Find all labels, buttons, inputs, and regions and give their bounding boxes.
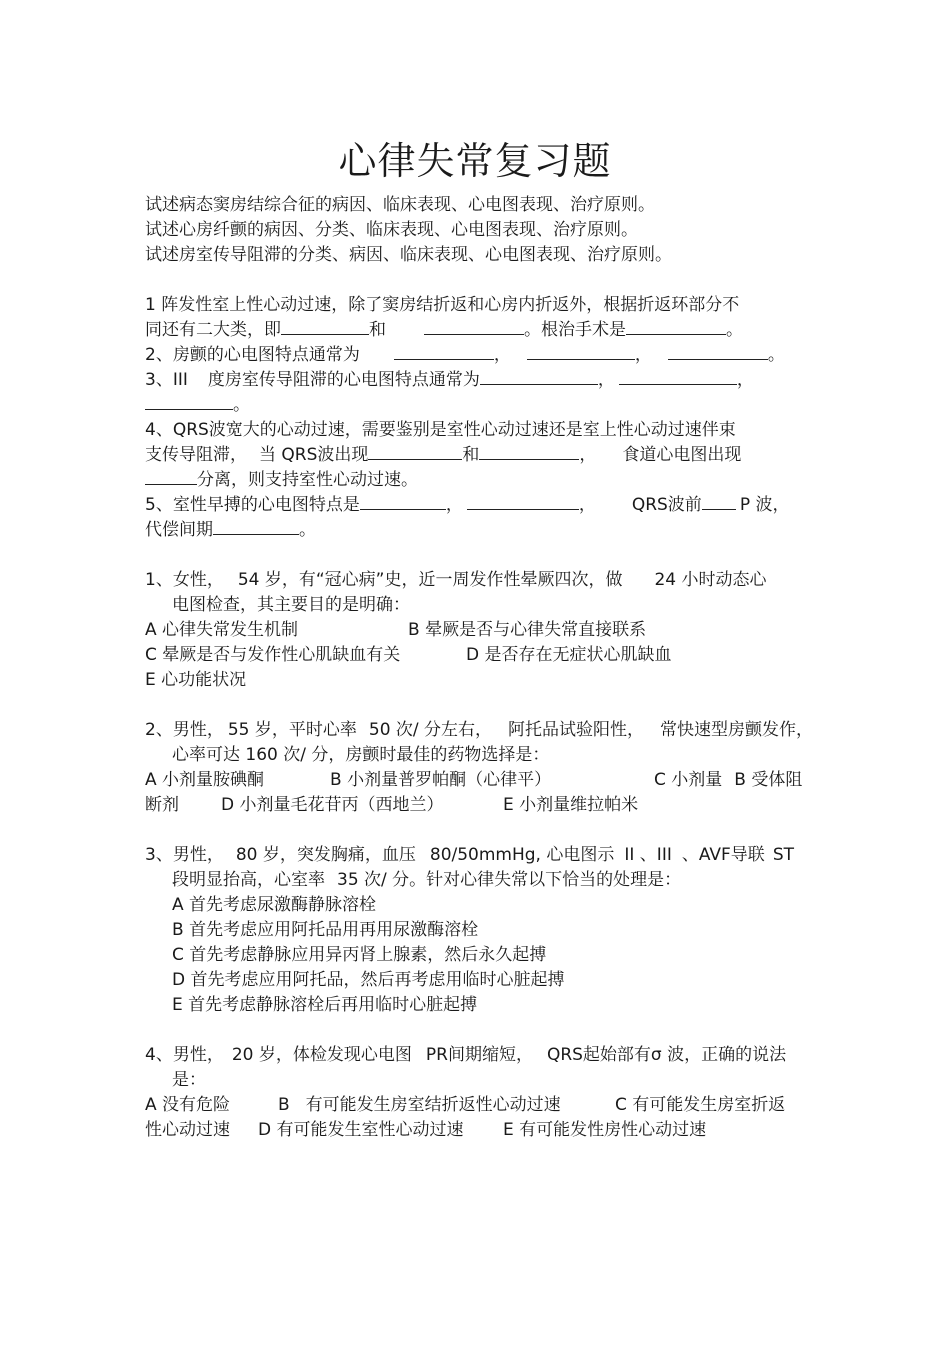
- option-c: C 晕厥是否与发作性心肌缺血有关: [145, 645, 401, 665]
- option-d: D 小剂量毛花苷丙（西地兰）: [221, 795, 444, 815]
- fill-question-3-cont: 。: [145, 393, 250, 417]
- answer-blank: [424, 318, 524, 335]
- answer-blank: [626, 318, 726, 335]
- answer-blank: [527, 343, 635, 360]
- intro-line: 试述病态窦房结综合征的病因、临床表现、心电图表现、治疗原则。: [145, 195, 655, 215]
- option-d: D 首先考虑应用阿托品，然后再考虑用临时心脏起搏: [172, 970, 565, 990]
- answer-blank: [145, 393, 233, 410]
- fill-question-2: 2、房颤的心电图特点通常为 ， ， 。: [145, 345, 785, 365]
- fill-question-4-line: 4、QRS波宽大的心动过速，需要鉴别是室性心动过速还是室上性心动过速伴束: [145, 420, 736, 440]
- mc-question-3-stem-cont: 段明显抬高，心室率 35 次/ 分。针对心律失常以下恰当的处理是：: [172, 870, 682, 890]
- mc-question-4-stem-cont: 是：: [172, 1070, 206, 1090]
- option-a: A 小剂量胺碘酮: [145, 770, 265, 790]
- answer-blank: [360, 493, 446, 510]
- fill-question-1-cont: 同还有二大类，即 和 。根治手术是 。: [145, 320, 743, 340]
- option-c: C 首先考虑静脉应用异丙肾上腺素，然后永久起搏: [172, 945, 547, 965]
- answer-blank: [479, 443, 579, 460]
- answer-blank: [213, 518, 299, 535]
- option-d: D 是否存在无症状心肌缺血: [466, 645, 672, 665]
- option-c-cont: 断剂: [145, 795, 179, 815]
- answer-blank: [368, 443, 462, 460]
- mc-question-1-stem-cont: 电图检查，其主要目的是明确：: [172, 595, 410, 615]
- fill-question-4-cont: 支传导阻滞， 当 QRS波出现 和 ， 食道心电图出现: [145, 445, 742, 465]
- option-c: C 有可能发生房室折返: [615, 1095, 786, 1115]
- fill-question-3: 3、III 度房室传导阻滞的心电图特点通常为 ， ，: [145, 370, 754, 390]
- intro-line: 试述房室传导阻滞的分类、病因、临床表现、心电图表现、治疗原则。: [145, 245, 672, 265]
- option-e: E 有可能发性房性心动过速: [503, 1120, 707, 1140]
- option-e: E 首先考虑静脉溶栓后再用临时心脏起搏: [172, 995, 478, 1015]
- mc-question-1-stem: 1、女性， 54 岁，有“冠心病”史，近一周发作性晕厥四次，做 24 小时动态心: [145, 570, 767, 590]
- fill-question-5: 5、室性早搏的心电图特点是 ， ， QRS波前 P 波，: [145, 495, 790, 515]
- answer-blank: [281, 318, 369, 335]
- page-title: 心律失常复习题: [338, 139, 612, 183]
- fill-question-4-cont2: 分离，则支持室性心动过速。: [145, 468, 418, 492]
- option-a: A 没有危险: [145, 1095, 231, 1115]
- option-e: E 小剂量维拉帕米: [503, 795, 639, 815]
- option-e: E 心功能状况: [145, 670, 247, 690]
- answer-blank: [394, 343, 494, 360]
- mc-question-2-stem: 2、男性， 55 岁，平时心率 50 次/ 分左右， 阿托品试验阳性， 常快速型房颤发作，: [145, 720, 814, 740]
- answer-blank: [702, 493, 736, 510]
- answer-blank: [668, 343, 768, 360]
- answer-blank: [480, 368, 598, 385]
- fill-question-1-line: 1 阵发性室上性心动过速，除了窦房结折返和心房内折返外，根据折返环部分不: [145, 295, 740, 315]
- option-c-cont: 性心动过速: [145, 1120, 230, 1140]
- option-a: A 首先考虑尿激酶静脉溶栓: [172, 895, 377, 915]
- mc-question-2-stem-cont: 心率可达 160 次/ 分，房颤时最佳的药物选择是：: [172, 745, 550, 765]
- answer-blank: [619, 368, 737, 385]
- answer-blank: [145, 468, 197, 485]
- option-a: A 心律失常发生机制: [145, 620, 299, 640]
- fill-question-5-cont: 代偿间期 。: [145, 520, 316, 540]
- option-d: D 有可能发生室性心动过速: [258, 1120, 464, 1140]
- mc-question-4-stem: 4、男性， 20 岁，体检发现心电图 PR间期缩短， QRS起始部有σ 波，正确的说法: [145, 1045, 787, 1065]
- answer-blank: [467, 493, 579, 510]
- mc-question-3-stem: 3、男性， 80 岁，突发胸痛，血压 80/50mmHg, 心电图示 II 、III 、AVF导联 ST: [145, 845, 794, 865]
- option-b: B 有可能发生房室结折返性心动过速: [278, 1095, 561, 1115]
- option-b: B 首先考虑应用阿托品用再用尿激酶溶栓: [172, 920, 479, 940]
- option-b: B 小剂量普罗帕酮（心律平）: [330, 770, 552, 790]
- option-c: C 小剂量 B 受体阻: [654, 770, 803, 790]
- intro-line: 试述心房纤颤的病因、分类、临床表现、心电图表现、治疗原则。: [145, 220, 638, 240]
- option-b: B 晕厥是否与心律失常直接联系: [408, 620, 647, 640]
